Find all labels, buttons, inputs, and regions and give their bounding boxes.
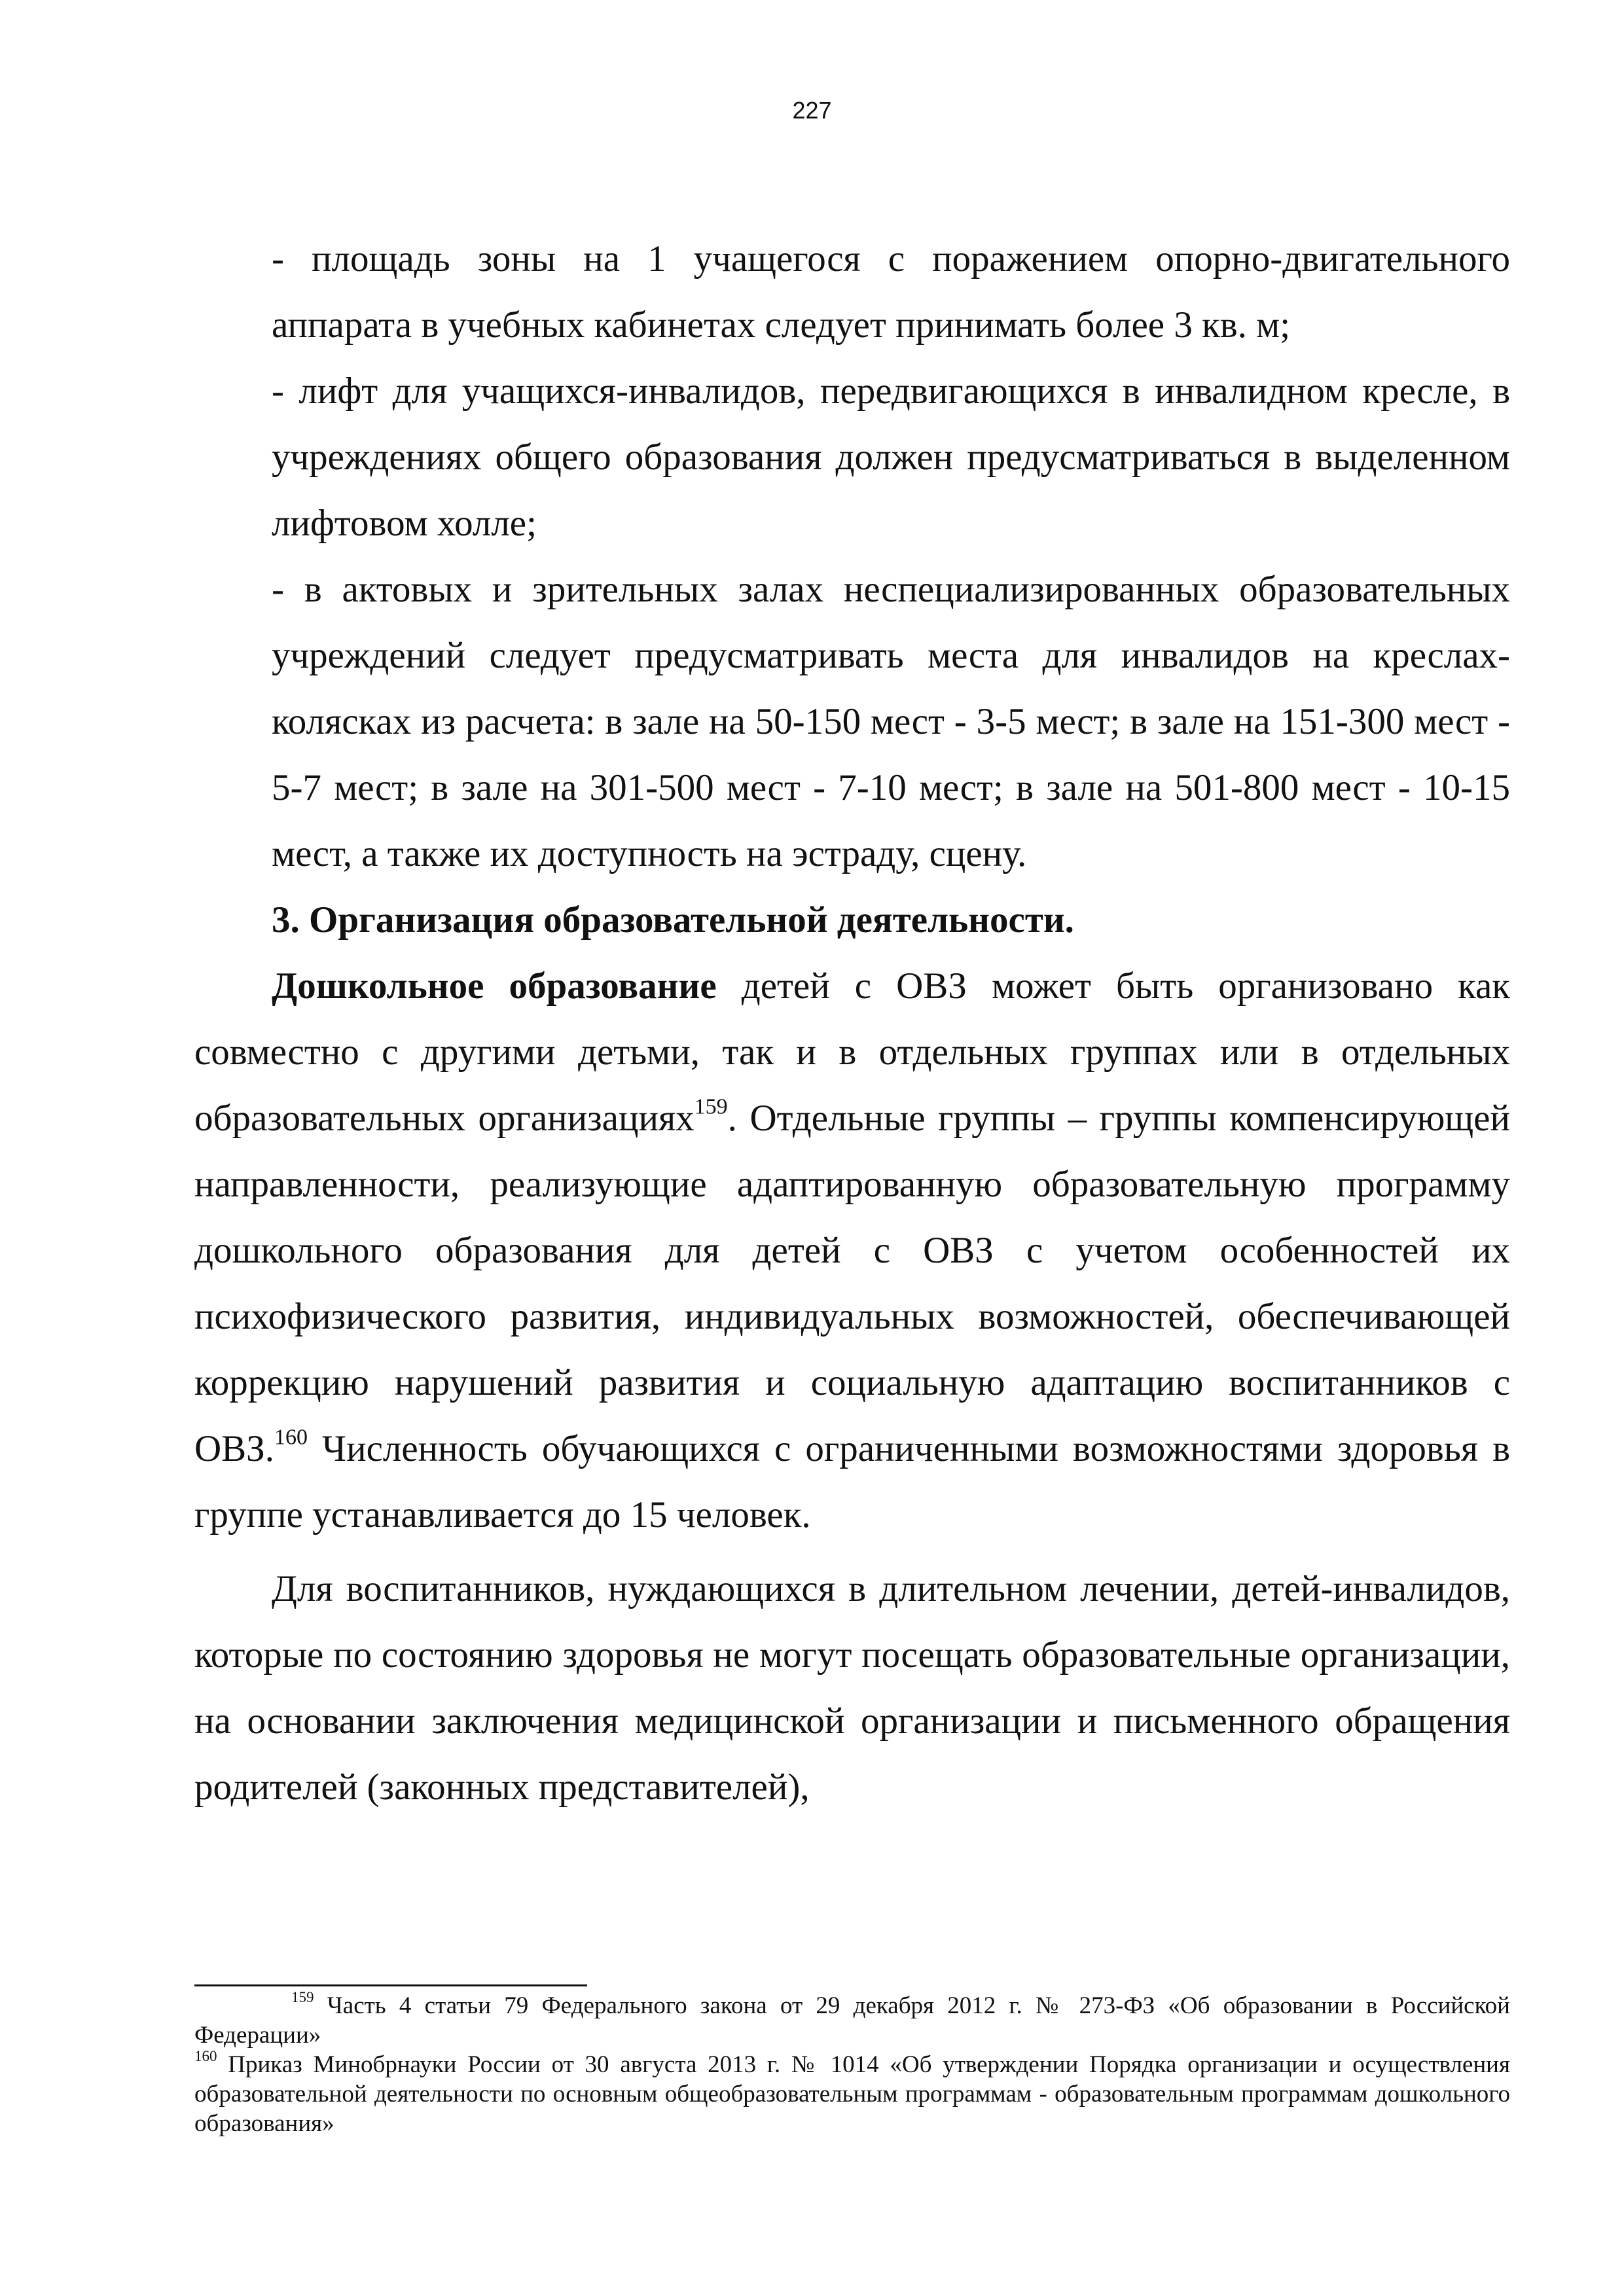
bold-lead-term: Дошкольное образование bbox=[272, 965, 717, 1007]
paragraph-text: Численность обучающихся с ограниченными возможностями здоровья в группе устанавливается до 15 человек. bbox=[194, 1428, 1510, 1535]
list-item-auditorium-seats: - в актовых и зрительных залах неспециализированных образовательных учреждений следует предусматривать места для инвалидов на креслах-колясках из расчета: в зале на 50-150 мест - 3-5 мест; в зале на 151-300 мест - 5-7 мест; в зале на 301-500 мест - 7-10 мест; в зале на 501-800 мест - 10-15 мест, а также их доступность на эстраду, сцену. bbox=[272, 569, 1510, 874]
footnote-text: Приказ Минобрнауки России от 30 августа 2013 г. № 1014 «Об утверждении Порядка организации и осуществления образовательной деятельности по основным общеобразовательным программам - образовательным программам дошкольного образования» bbox=[194, 2051, 1510, 2137]
footnote-separator bbox=[194, 1984, 587, 1986]
footnote-ref-160: 160 bbox=[274, 1425, 308, 1450]
footnote-ref-159: 159 bbox=[694, 1094, 728, 1119]
footnote-number: 159 bbox=[291, 1988, 314, 2005]
paragraph-text: . Отдельные группы – группы компенсирующей направленности, реализующие адаптированную образовательную программу дошкольного образования для детей с ОВЗ с учетом особенностей их психофизического развития, индивидуальных возможностей, обеспечивающей коррекцию нарушений развития и социальную адаптацию воспитанников с ОВЗ. bbox=[194, 1098, 1510, 1469]
paragraph-preschool-education bbox=[194, 953, 1510, 1548]
list-item-floor-area: - площадь зоны на 1 учащегося с поражением опорно-двигательного аппарата в учебных кабинетах следует принимать более 3 кв. м; bbox=[272, 238, 1510, 346]
paragraph-home-education: Для воспитанников, нуждающихся в длительном лечении, детей-инвалидов, которые по состоянию здоровья не могут посещать образовательные организации, на основании заключения медицинской организации и письменного обращения родителей (законных представителей), bbox=[194, 1568, 1510, 1808]
footnote-number: 160 bbox=[194, 2047, 217, 2064]
footnotes bbox=[194, 1988, 1510, 2138]
list-item-elevator: - лифт для учащихся-инвалидов, передвигающихся в инвалидном кресле, в учреждениях общего образования должен предусматриваться в выделенном лифтовом холле; bbox=[272, 370, 1510, 544]
body-text bbox=[194, 226, 1510, 1820]
footnote-text: Часть 4 статьи 79 Федерального закона от 29 декабря 2012 г. № 273-ФЗ «Об образовании в Российской Федерации» bbox=[194, 1992, 1510, 2049]
page-number: 227 bbox=[792, 97, 832, 124]
paragraph-text: детей с ОВЗ может быть организовано как совместно с другими детьми, так и в отдельных группах или в отдельных образовательных организациях bbox=[194, 965, 1510, 1139]
footnote-159 bbox=[194, 1988, 1510, 2050]
section-heading: 3. Организация образовательной деятельности. bbox=[272, 899, 1074, 941]
footnote-160 bbox=[194, 2047, 1510, 2138]
